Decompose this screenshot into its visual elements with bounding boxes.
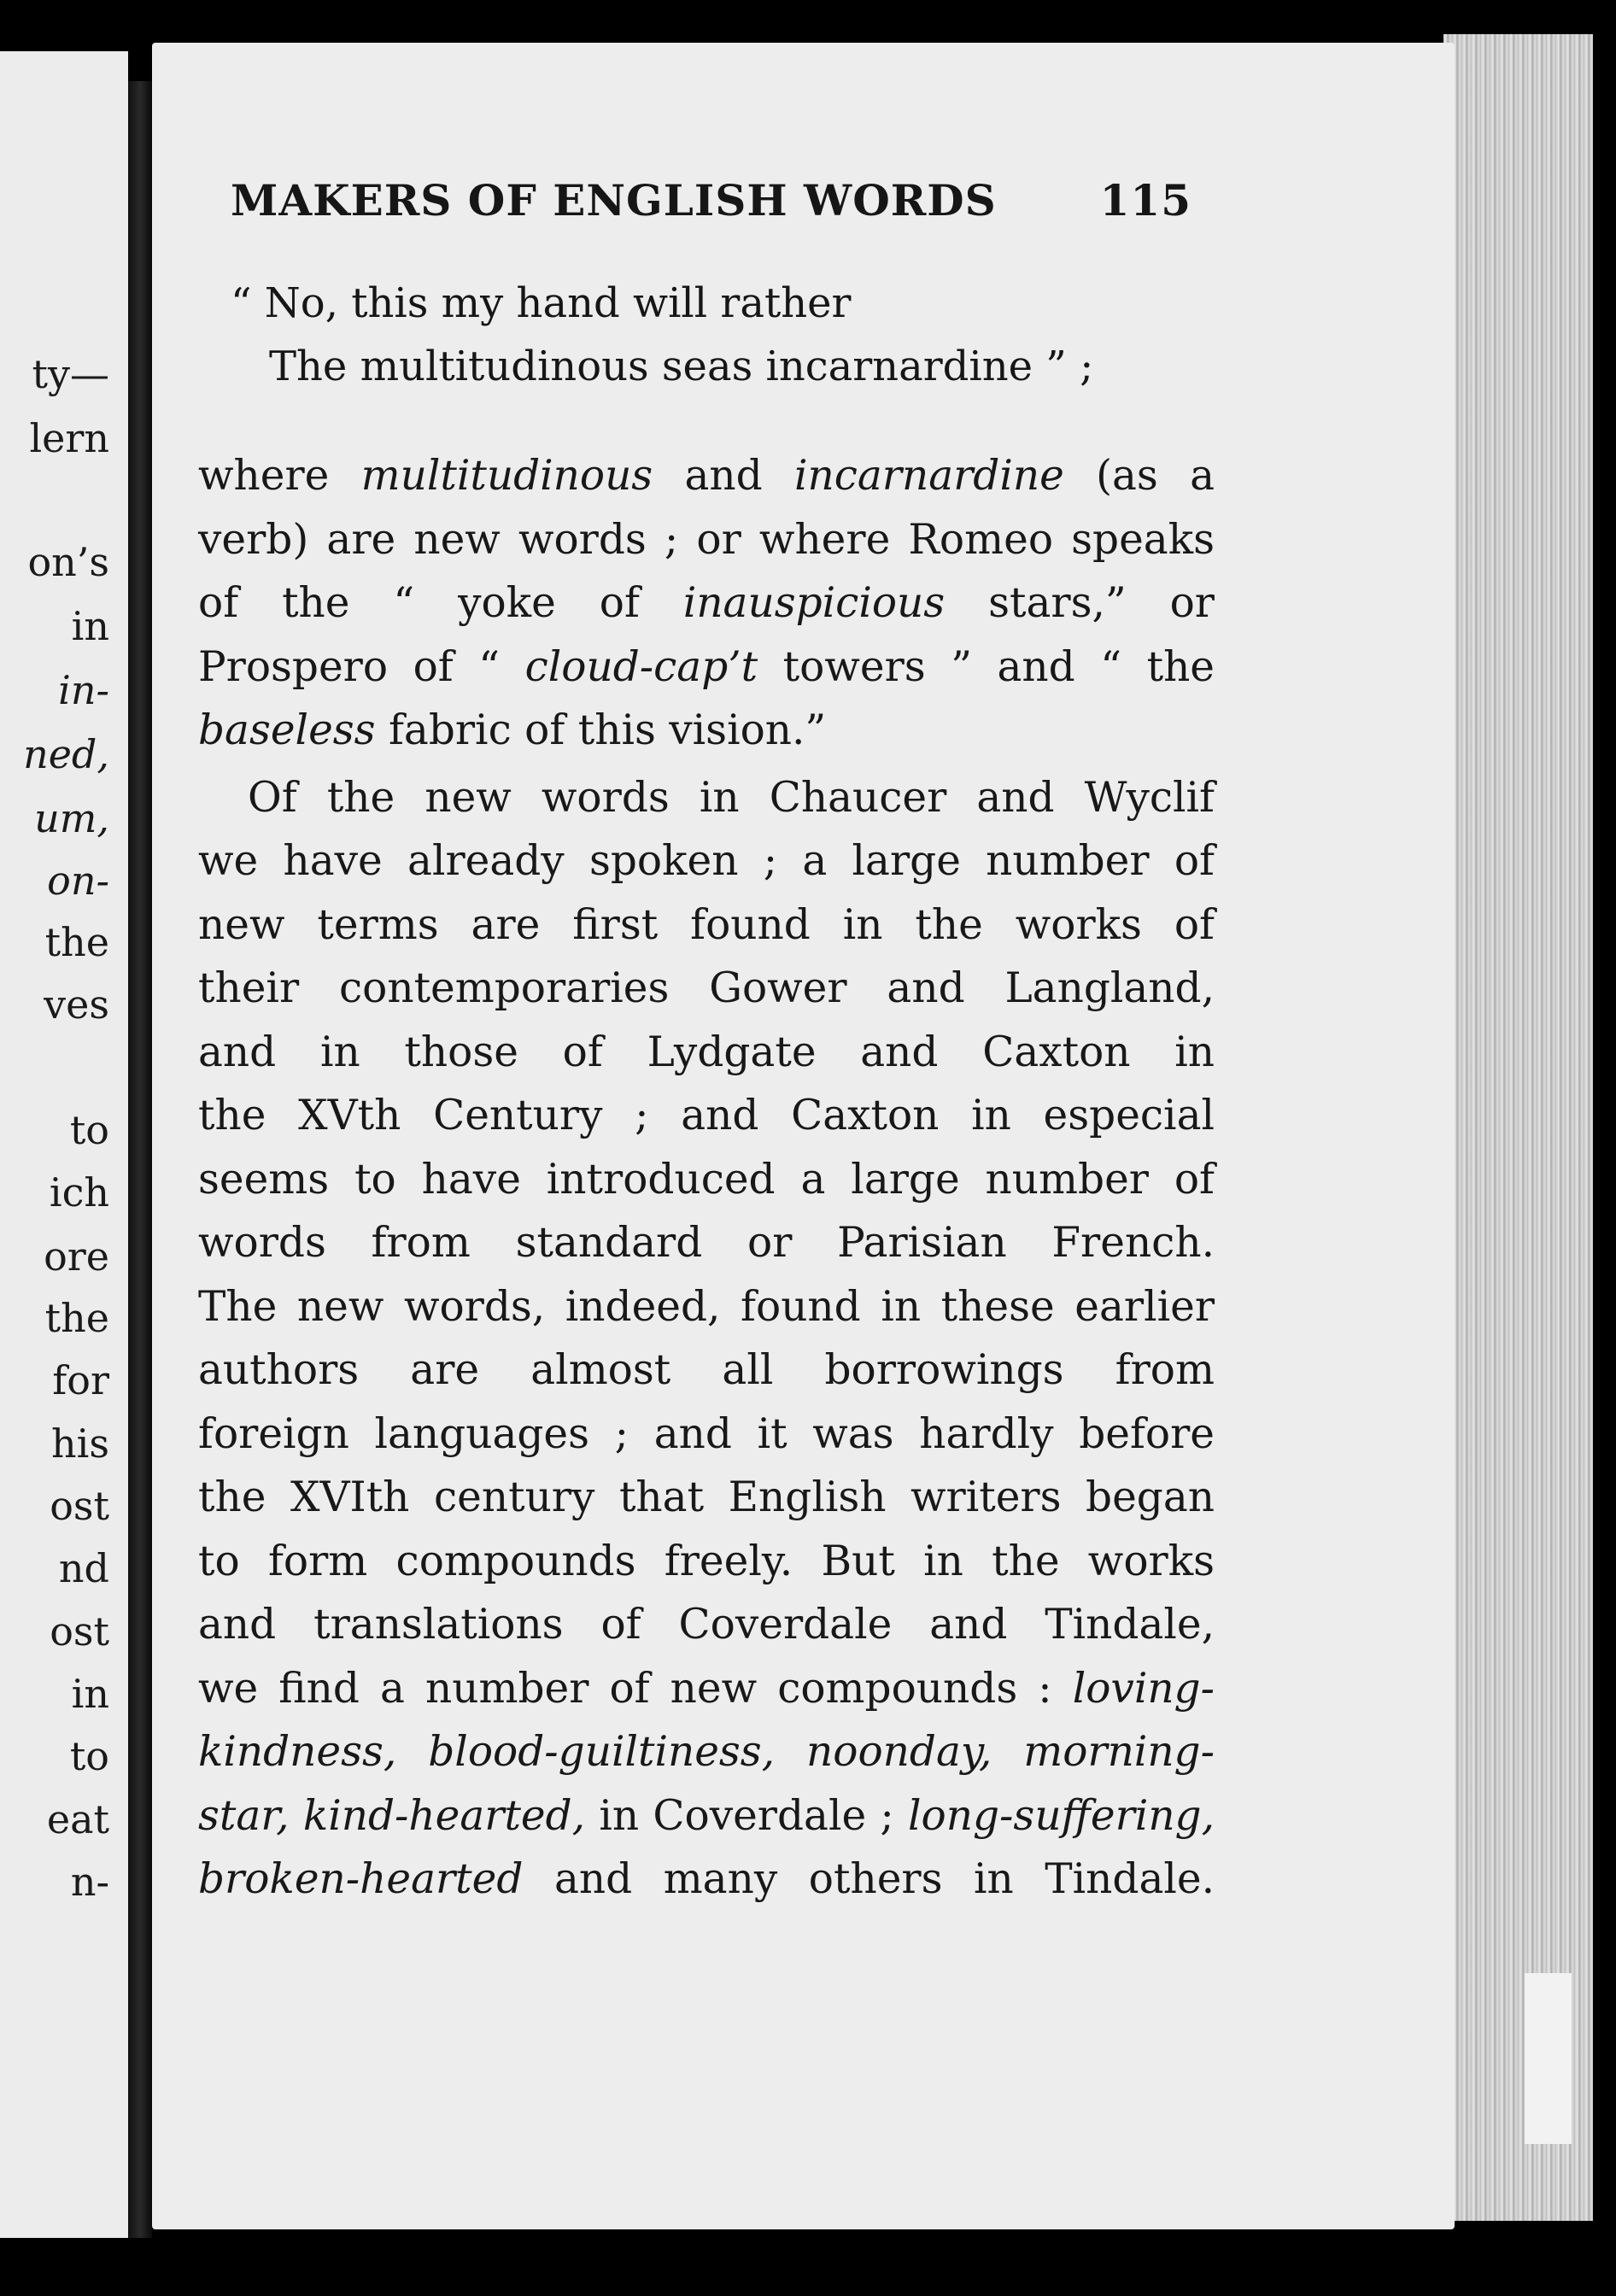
- fragment: the: [44, 1295, 109, 1341]
- text-line: The new words, indeed, found in these earlier: [198, 1282, 1215, 1331]
- fragment: ore: [44, 1233, 109, 1280]
- running-title: MAKERS OF ENGLISH WORDS: [231, 175, 997, 226]
- fragment: n-: [70, 1859, 109, 1905]
- page-number: 115: [1099, 175, 1192, 226]
- text-line: star, kind-hearted, in Coverdale ; long-suffering,: [198, 1791, 1215, 1840]
- fragment: ves: [44, 981, 109, 1028]
- scan-border: [0, 2238, 1616, 2296]
- text-line: the XVIth century that English writers began: [198, 1473, 1215, 1521]
- text-line: and translations of Coverdale and Tindale,: [198, 1601, 1215, 1649]
- paragraph: [198, 444, 1215, 763]
- verse-quotation: [231, 272, 1213, 398]
- text-line: words from standard or Parisian French.: [198, 1219, 1215, 1267]
- text-line: we find a number of new compounds : loving-: [198, 1664, 1215, 1713]
- fragment: in-: [58, 667, 109, 713]
- fragment: eat: [46, 1796, 109, 1842]
- fragment: in: [71, 1671, 109, 1717]
- fragment: in: [71, 603, 109, 649]
- text-line: of the “ yoke of inauspicious stars,” or: [198, 579, 1215, 627]
- page-edge-tab: [1525, 1973, 1572, 2144]
- text-line: verb) are new words ; or where Romeo speaks: [198, 515, 1215, 564]
- fragment: ost: [50, 1608, 109, 1655]
- fragment: ty—: [32, 351, 109, 397]
- fragment: to: [69, 1733, 109, 1779]
- text-line: seems to have introduced a large number of: [198, 1155, 1215, 1204]
- text-line: where multitudinous and incarnardine (as a: [198, 452, 1215, 500]
- fragment: the: [44, 919, 109, 965]
- fragment: on’s: [27, 539, 109, 585]
- quote-line: “ No, this my hand will rather: [231, 279, 852, 327]
- text-line: new terms are first found in the works of: [198, 900, 1215, 949]
- body-text: [198, 444, 1215, 1912]
- page-edges: [1443, 34, 1593, 2221]
- running-head: [231, 175, 1192, 226]
- text-line: Prospero of “ cloud-cap’t towers ” and “ the: [198, 642, 1215, 691]
- text-line: their contemporaries Gower and Langland,: [198, 964, 1215, 1012]
- text-line: baseless fabric of this vision.”: [198, 706, 827, 754]
- book-gutter: [128, 81, 152, 2238]
- fragment: nd: [58, 1545, 109, 1591]
- text-line: broken-hearted and many others in Tindale.: [198, 1855, 1215, 1903]
- fragment: ich: [49, 1169, 109, 1215]
- fragment: lern: [29, 415, 109, 461]
- fragment: on-: [47, 858, 109, 904]
- paragraph: [198, 766, 1215, 1912]
- fragment: for: [52, 1357, 109, 1403]
- text-line: the XVth Century ; and Caxton in especial: [198, 1092, 1215, 1139]
- text-line: and in those of Lydgate and Caxton in: [198, 1028, 1215, 1076]
- fragment: ost: [50, 1483, 109, 1529]
- fragment: um,: [34, 795, 109, 841]
- text-line: kindness, blood-guiltiness, noonday, morning-: [198, 1728, 1215, 1776]
- text-line: to form compounds freely. But in the works: [198, 1537, 1215, 1585]
- fragment: his: [51, 1420, 109, 1467]
- text-line: authors are almost all borrowings from: [198, 1346, 1215, 1394]
- text-line: foreign languages ; and it was hardly before: [198, 1409, 1215, 1458]
- fragment: ned,: [23, 731, 109, 777]
- fragment: to: [69, 1107, 109, 1153]
- text-line: Of the new words in Chaucer and Wyclif: [248, 773, 1215, 822]
- previous-page: [0, 51, 128, 2238]
- text-line: we have already spoken ; a large number of: [198, 837, 1215, 885]
- quote-line: The multitudinous seas incarnardine ” ;: [269, 343, 1094, 390]
